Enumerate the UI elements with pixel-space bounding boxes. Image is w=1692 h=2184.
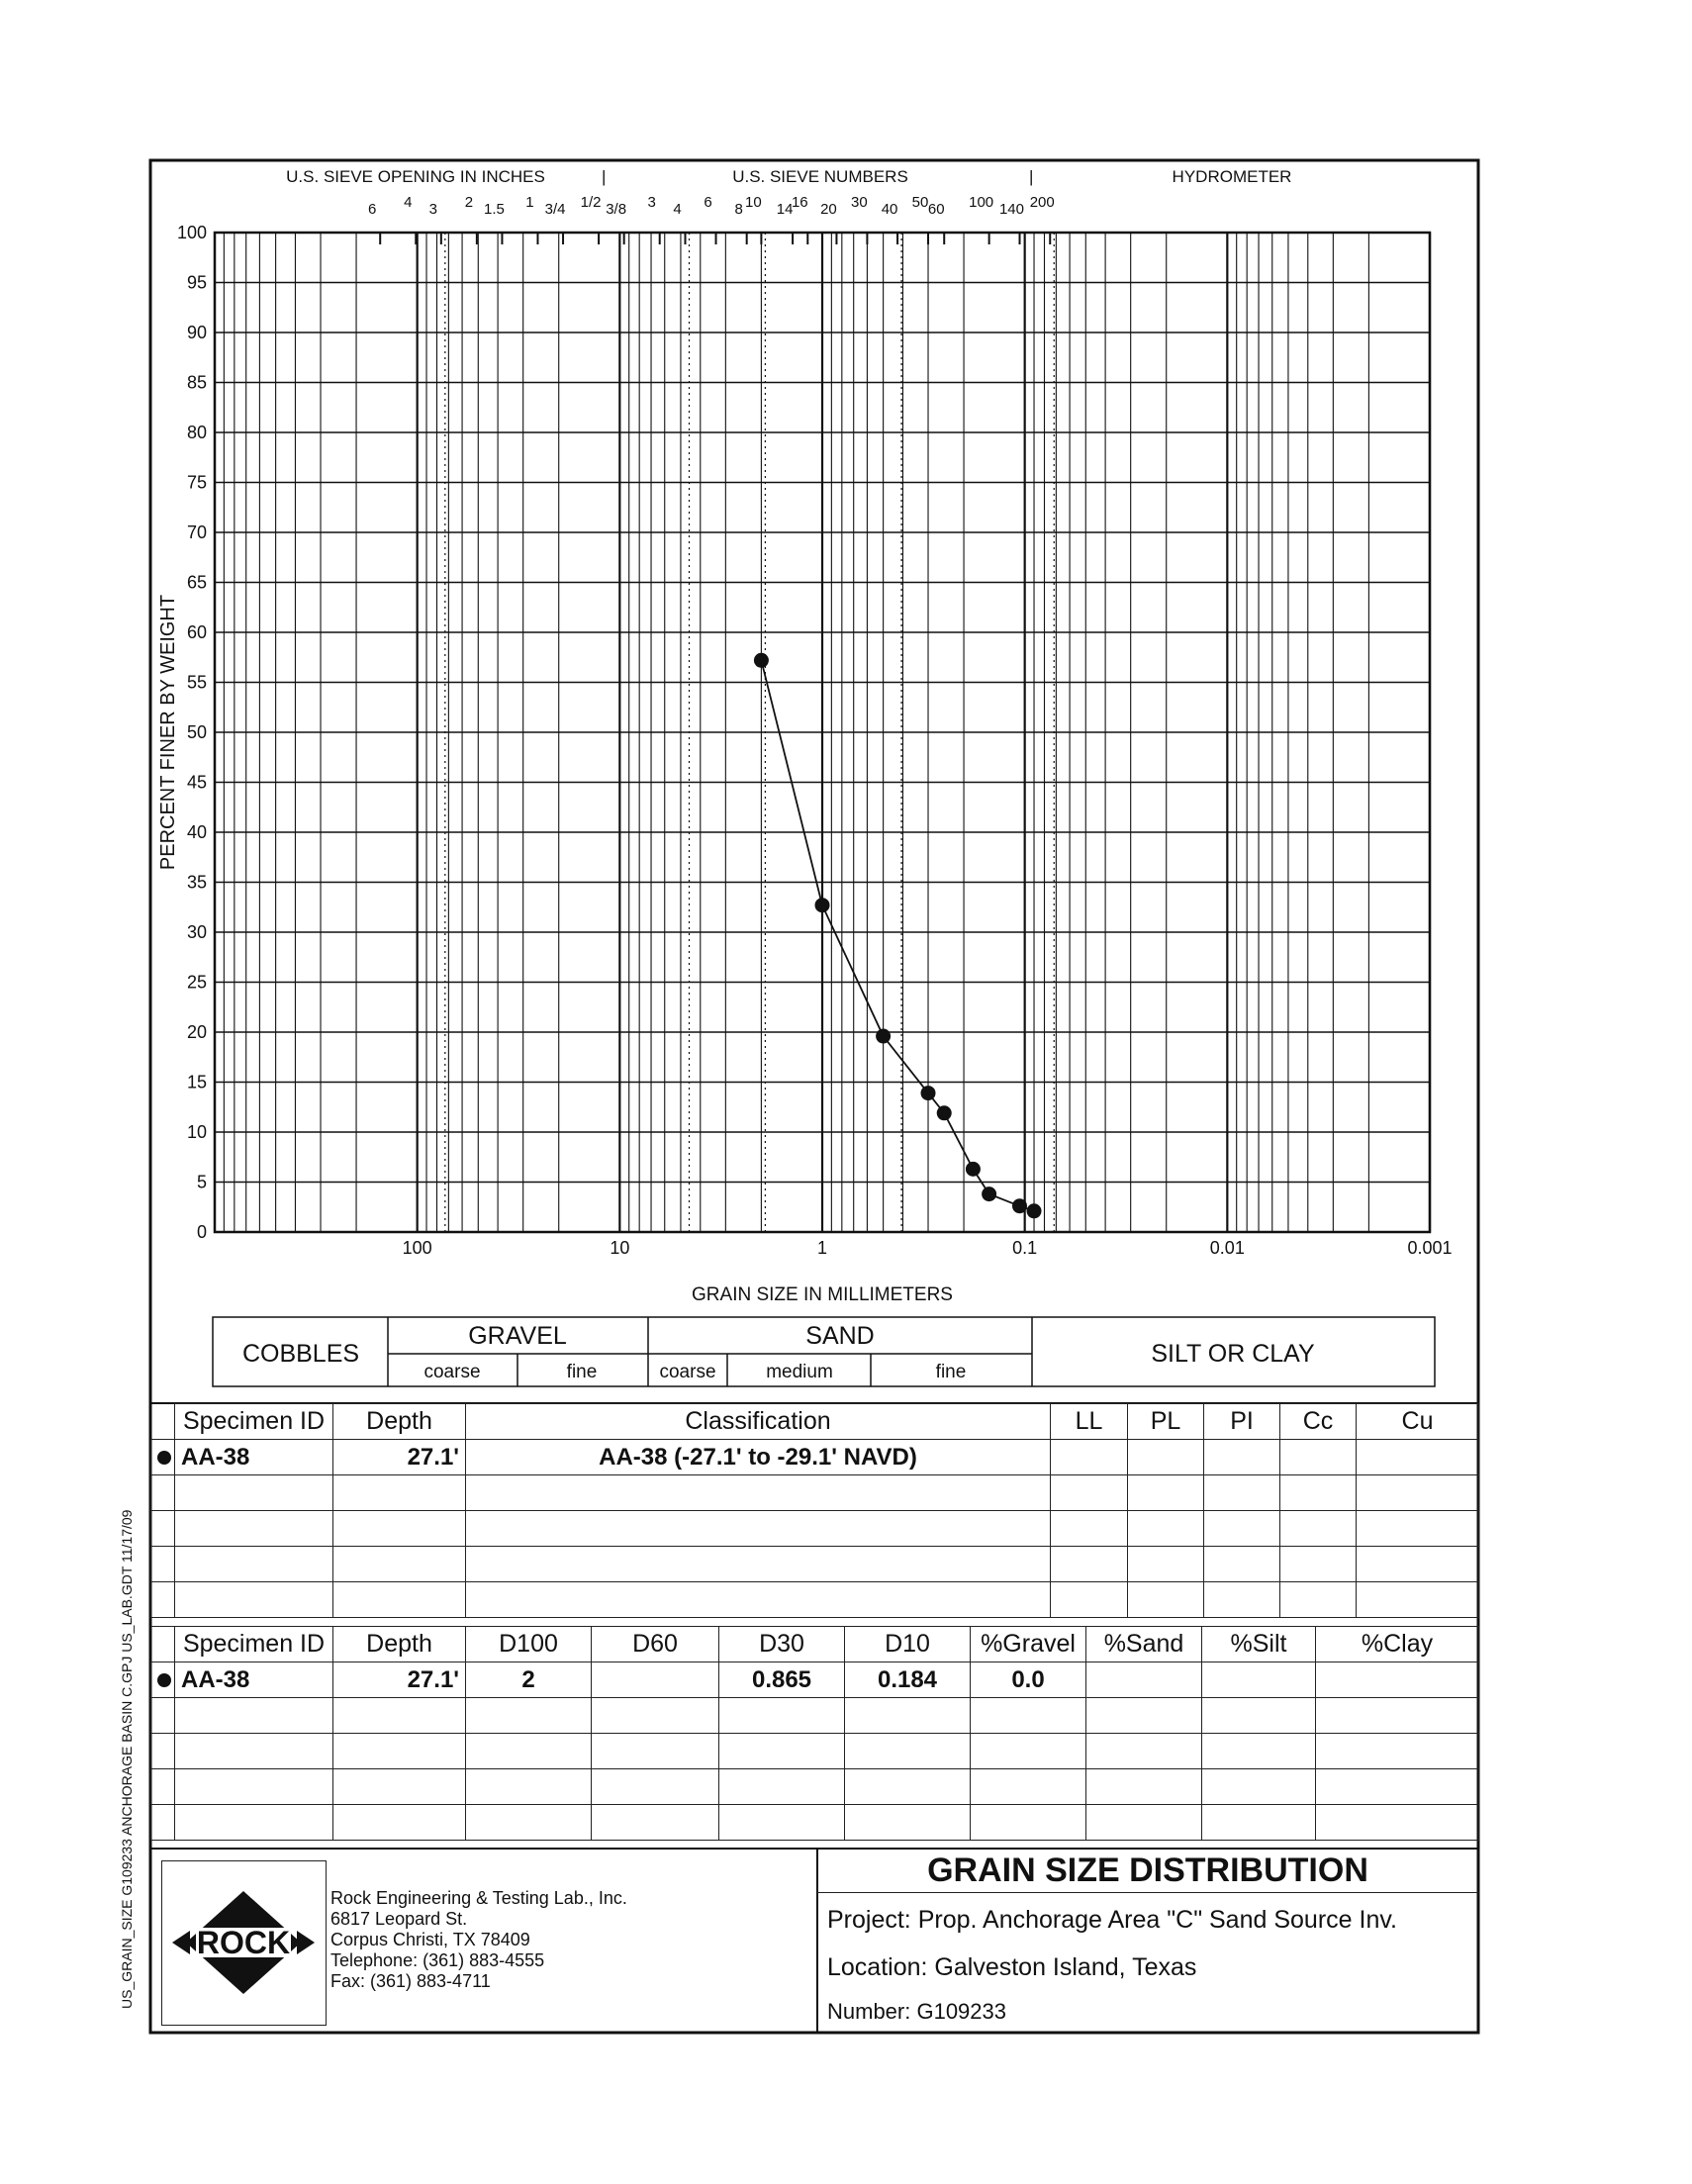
x-tick-label: 0.01 (1209, 1238, 1245, 1258)
company-fax: Fax: (361) 883-4711 (330, 1971, 491, 1991)
y-tick-label: 80 (186, 423, 207, 442)
th-d30: D30 (719, 1627, 845, 1662)
y-tick-label: 5 (196, 1172, 207, 1192)
cell-classification: AA-38 (-27.1' to -29.1' NAVD) (466, 1440, 1051, 1475)
sieve-tick-label: 10 (745, 194, 762, 211)
y-tick-label: 45 (186, 772, 207, 793)
th-d60: D60 (592, 1627, 719, 1662)
company-street: 6817 Leopard St. (330, 1909, 468, 1929)
y-tick-label: 30 (186, 922, 207, 942)
table-row (151, 1475, 1479, 1511)
th-sand: %Sand (1086, 1627, 1202, 1662)
y-tick-label: 40 (186, 822, 207, 842)
y-tick-label: 100 (176, 223, 207, 242)
table-row (151, 1805, 1479, 1841)
table-row (151, 1698, 1479, 1734)
table-row (151, 1769, 1479, 1805)
page-title: GRAIN SIZE DISTRIBUTION (817, 1849, 1478, 1893)
cell-gravel: 0.0 (971, 1662, 1086, 1698)
x-tick-label: 1 (816, 1238, 828, 1258)
data-point (876, 1029, 891, 1044)
class-gravel-fine: fine (566, 1362, 598, 1382)
y-tick-label: 15 (186, 1072, 207, 1092)
sieve-tick-label: 6 (368, 201, 377, 218)
data-point (937, 1105, 952, 1120)
y-tick-label: 10 (186, 1122, 207, 1142)
sieve-tick-label: 3 (428, 201, 437, 218)
y-axis-label: PERCENT FINER BY WEIGHT (157, 594, 179, 871)
class-silt-or-clay: SILT OR CLAY (1151, 1340, 1315, 1368)
cell-d100: 2 (466, 1662, 592, 1698)
sieve-tick-label: 14 (776, 201, 794, 218)
y-tick-label: 70 (186, 522, 207, 542)
company-name: Rock Engineering & Testing Lab., Inc. (330, 1888, 627, 1908)
x-tick-label: 10 (610, 1238, 630, 1258)
sieve-tick-label: 60 (927, 201, 945, 218)
company-address (330, 1888, 627, 1992)
company-phone: Telephone: (361) 883-4555 (330, 1950, 545, 1970)
y-tick-label: 75 (186, 472, 207, 493)
y-tick-label: 20 (186, 1022, 207, 1042)
y-tick-label: 65 (186, 572, 207, 593)
cell-specimen-id: AA-38 (175, 1440, 333, 1475)
y-tick-label: 35 (186, 872, 207, 893)
th-depth: Depth (333, 1404, 466, 1440)
section-label-sieve-inches: U.S. SIEVE OPENING IN INCHES (286, 167, 545, 186)
side-file-label: US_GRAIN_SIZE G109233 ANCHORAGE BASIN C.GPJ US_LAB.GDT 11/17/09 (119, 1509, 135, 2009)
y-tick-label: 50 (186, 722, 207, 742)
sieve-tick-label: 50 (911, 194, 929, 211)
sieve-tick-label: 1/2 (580, 194, 602, 211)
th-pl: PL (1128, 1404, 1204, 1440)
data-point (966, 1162, 981, 1177)
th-depth-2: Depth (333, 1627, 466, 1662)
section-label-hydrometer: HYDROMETER (1172, 167, 1292, 186)
y-tick-label: 0 (196, 1222, 207, 1242)
data-point (815, 898, 830, 912)
th-classification: Classification (466, 1404, 1051, 1440)
table-row (151, 1511, 1479, 1547)
axis-ticks (177, 194, 1453, 1258)
sieve-tick-label: 200 (1029, 194, 1055, 211)
sieve-tick-label: 8 (734, 201, 743, 218)
sieve-tick-label: 100 (969, 194, 994, 211)
th-d100: D100 (466, 1627, 592, 1662)
section-divider-1: | (602, 167, 607, 186)
th-cc: Cc (1280, 1404, 1357, 1440)
cell-d30: 0.865 (719, 1662, 845, 1698)
cell-d60 (592, 1662, 719, 1698)
cell-specimen-id-2: AA-38 (175, 1662, 333, 1698)
sieve-tick-label: 6 (704, 194, 712, 211)
table-row (151, 1734, 1479, 1769)
logo-text: ROCK (196, 1925, 291, 1960)
chart-grid (215, 233, 1430, 1232)
class-sand: SAND (805, 1322, 875, 1350)
class-sand-coarse: coarse (659, 1362, 716, 1382)
x-axis-label: GRAIN SIZE IN MILLIMETERS (692, 1284, 953, 1305)
sieve-tick-label: 140 (998, 201, 1025, 218)
sieve-tick-label: 4 (673, 201, 682, 218)
section-label-sieve-numbers: U.S. SIEVE NUMBERS (732, 167, 908, 186)
series-aa-38 (754, 653, 1042, 1219)
data-point (754, 653, 769, 668)
class-sand-medium: medium (766, 1362, 833, 1382)
sieve-tick-label: 1.5 (484, 201, 505, 218)
section-divider-2: | (1029, 167, 1034, 186)
th-gravel: %Gravel (971, 1627, 1086, 1662)
y-tick-label: 95 (186, 272, 207, 293)
location-line: Location: Galveston Island, Texas (827, 1953, 1197, 1981)
data-point (921, 1086, 936, 1100)
company-city: Corpus Christi, TX 78409 (330, 1930, 530, 1949)
th-pi: PI (1204, 1404, 1280, 1440)
series-marker-icon (157, 1451, 171, 1465)
sieve-tick-label: 30 (851, 194, 868, 211)
y-tick-label: 55 (186, 672, 207, 693)
class-cobbles: COBBLES (241, 1340, 360, 1368)
sieve-tick-label: 3/4 (544, 201, 566, 218)
table-row (151, 1440, 1479, 1475)
th-cu: Cu (1357, 1404, 1479, 1440)
th-ll: LL (1051, 1404, 1128, 1440)
table-row (151, 1582, 1479, 1618)
data-point (982, 1187, 996, 1201)
sieve-tick-label: 16 (791, 194, 808, 211)
company-logo (161, 1860, 327, 2026)
th-clay: %Clay (1316, 1627, 1479, 1662)
th-specimen-id: Specimen ID (175, 1404, 333, 1440)
class-gravel-coarse: coarse (423, 1362, 481, 1382)
th-specimen-id-2: Specimen ID (175, 1627, 333, 1662)
cell-d10: 0.184 (845, 1662, 971, 1698)
class-gravel: GRAVEL (468, 1322, 567, 1350)
number-line: Number: G109233 (827, 1999, 1006, 2024)
th-d10: D10 (845, 1627, 971, 1662)
table-row (151, 1547, 1479, 1582)
cell-depth-2: 27.1' (333, 1662, 466, 1698)
sieve-tick-label: 20 (820, 201, 837, 218)
y-tick-label: 85 (186, 372, 207, 393)
data-point (1027, 1203, 1042, 1218)
x-tick-label: 0.1 (1012, 1238, 1038, 1258)
sieve-tick-label: 4 (404, 194, 413, 211)
sieve-tick-label: 1 (525, 194, 534, 211)
title-block (817, 1849, 1478, 2032)
grain-parameters-table (150, 1626, 1479, 1841)
sieve-tick-label: 3/8 (606, 201, 627, 218)
cell-depth: 27.1' (333, 1440, 466, 1475)
classification-table (150, 1403, 1479, 1618)
y-tick-label: 60 (186, 622, 207, 642)
x-tick-label: 0.001 (1407, 1238, 1453, 1258)
project-line: Project: Prop. Anchorage Area "C" Sand Source Inv. (827, 1906, 1397, 1934)
class-sand-fine: fine (935, 1362, 967, 1382)
data-point (1012, 1198, 1027, 1213)
sieve-tick-label: 40 (881, 201, 898, 218)
series-line (761, 660, 1034, 1211)
y-tick-label: 90 (186, 323, 207, 342)
sieve-tick-label: 3 (647, 194, 656, 211)
table-row (151, 1662, 1479, 1698)
x-tick-label: 100 (402, 1238, 432, 1258)
th-silt: %Silt (1202, 1627, 1316, 1662)
series-marker-icon (157, 1673, 171, 1687)
sieve-tick-label: 2 (464, 194, 474, 211)
y-tick-label: 25 (186, 972, 207, 993)
